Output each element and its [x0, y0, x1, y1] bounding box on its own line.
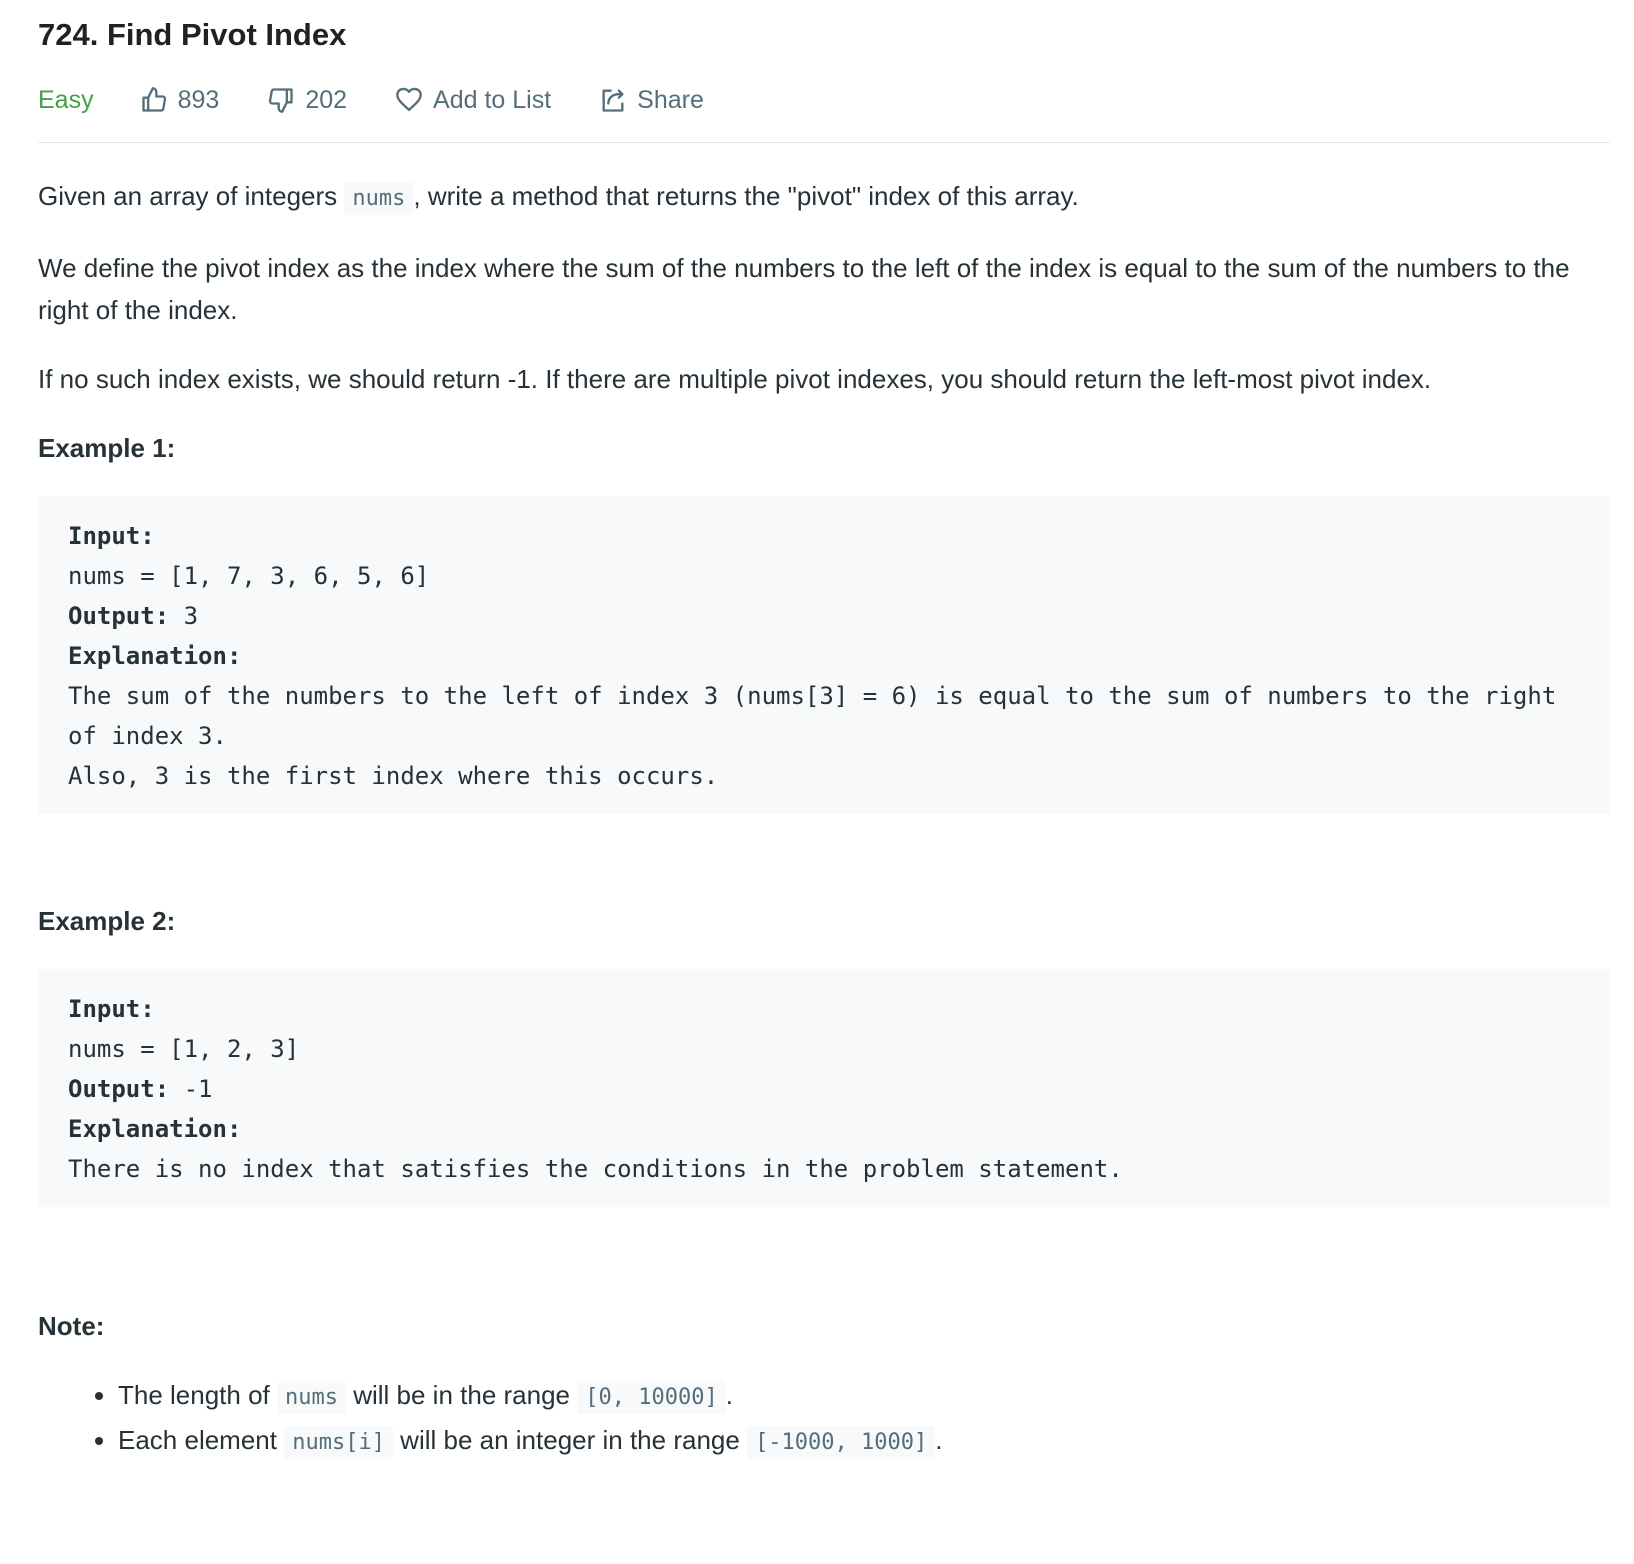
dislike-count: 202 [305, 85, 348, 114]
text-segment: . [725, 1380, 733, 1410]
inline-code: [0, 10000] [577, 1381, 725, 1414]
example-output: -1 [169, 1075, 213, 1103]
input-label: Input: [68, 522, 155, 550]
inline-code: nums [344, 182, 413, 215]
note-list [38, 1374, 1610, 1464]
page-title: 724. Find Pivot Index [38, 17, 347, 52]
explanation-label: Explanation: [68, 642, 242, 670]
input-label: Input: [68, 995, 155, 1023]
example-explanation: There is no index that satisfies the conditions in the problem statement. [68, 1155, 1123, 1183]
note-item [118, 1374, 1610, 1419]
text-segment: Given an array of integers [38, 181, 345, 211]
problem-description [38, 175, 1610, 1464]
description-paragraph [38, 175, 1610, 220]
note-item [118, 1419, 1610, 1464]
heart-icon [395, 86, 423, 114]
difficulty-label: Easy [38, 85, 94, 114]
inline-code: nums [277, 1381, 346, 1414]
dislike-button[interactable] [267, 86, 347, 115]
example-code-block [38, 969, 1610, 1207]
inline-code: [-1000, 1000] [747, 1426, 935, 1459]
text-segment: will be in the range [345, 1380, 578, 1410]
text-segment: will be an integer in the range [392, 1425, 748, 1455]
note-heading: Note: [38, 1311, 105, 1341]
example-heading: Example 1: [38, 433, 176, 463]
example-heading: Example 2: [38, 906, 176, 936]
description-paragraph: If no such index exists, we should return -1. If there are multiple pivot indexes, you should return the left-most pivot index. [38, 364, 1432, 394]
output-label: Output: [68, 1075, 170, 1103]
example-input: nums = [1, 2, 3] [68, 1035, 300, 1063]
text-segment: . [935, 1425, 943, 1455]
text-segment: Each element [118, 1425, 285, 1455]
description-paragraph: We define the pivot index as the index where the sum of the numbers to the left of the index is equal to the sum of the numbers to the right of the index. [38, 253, 1570, 325]
add-to-list-button[interactable] [395, 86, 551, 115]
inline-code: nums[i] [284, 1426, 393, 1459]
thumbs-down-icon [267, 86, 295, 114]
share-label: Share [637, 85, 704, 114]
like-count: 893 [177, 85, 220, 114]
example-explanation: The sum of the numbers to the left of index 3 (nums[3] = 6) is equal to the sum of numbers to the right of index 3. Also, 3 is the first index where this occurs. [68, 682, 1557, 790]
share-icon [599, 86, 627, 114]
example-input: nums = [1, 7, 3, 6, 5, 6] [68, 562, 430, 590]
text-segment: The length of [118, 1380, 277, 1410]
explanation-label: Explanation: [68, 1115, 242, 1143]
example-code-block [38, 496, 1610, 814]
problem-meta-bar [38, 80, 1610, 143]
thumbs-up-icon [140, 86, 168, 114]
output-label: Output: [68, 602, 170, 630]
like-button[interactable] [140, 86, 220, 115]
add-to-list-label: Add to List [433, 85, 552, 114]
text-segment: , write a method that returns the "pivot" index of this array. [413, 181, 1079, 211]
share-button[interactable] [599, 86, 704, 115]
example-output: 3 [169, 602, 199, 630]
